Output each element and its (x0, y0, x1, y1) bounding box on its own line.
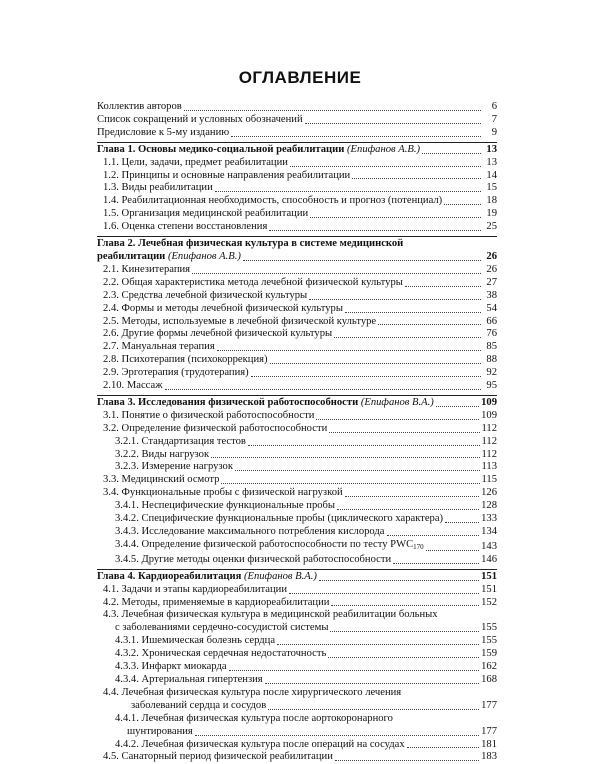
chapter-page: 151 (481, 570, 497, 582)
chapter-page: 26 (486, 250, 497, 262)
toc-chapter-2[interactable] (97, 251, 497, 264)
entry-title: 3.4.4. Определение физической работоспособности по тесту PWC (115, 538, 414, 550)
chapter-divider (97, 236, 497, 237)
entry-title: 3.4.2. Специфические функциональные пробы (циклического характера) (115, 513, 444, 525)
entry-page: 85 (486, 341, 497, 353)
chapter-author: (Епифанов В.А.) (360, 396, 434, 408)
toc-entry[interactable] (97, 700, 497, 713)
entry-page: 177 (481, 725, 497, 737)
entry-title: 2.3. Средства лечебной физической культуры (103, 289, 308, 301)
entry-title: 1.4. Реабилитационная необходимость, способность и прогноз (потенциал) (103, 195, 443, 207)
chapter-divider (97, 142, 497, 143)
toc-entry[interactable] (97, 208, 497, 221)
toc-entry[interactable] (97, 277, 497, 290)
toc-entry[interactable] (97, 449, 497, 462)
entry-page: 177 (481, 699, 497, 711)
entry-title: 2.8. Психотерапия (психокоррекция) (103, 354, 268, 366)
toc-entry[interactable] (97, 157, 497, 170)
entry-page: 155 (481, 622, 497, 634)
entry-title: 4.2. Методы, применяемые в кардиореабилитации (103, 596, 330, 608)
toc-entry[interactable] (97, 726, 497, 739)
entry-title: 4.5. Санаторный период физической реабилитации (103, 751, 333, 763)
entry-page: 152 (481, 596, 497, 608)
entry-title: с заболеваниями сердечно-сосудистой системы (115, 622, 329, 634)
entry-page: 168 (481, 673, 497, 685)
entry-title: 3.2.2. Виды нагрузок (115, 448, 210, 460)
toc-entry[interactable] (97, 500, 497, 513)
entry-page: 128 (481, 500, 497, 512)
entry-title: 2.6. Другие формы лечебной физической культуры (103, 328, 333, 340)
chapter-title-line: Глава 2. Лечебная физическая культура в системе медицинской (97, 238, 404, 250)
toc-entry[interactable] (97, 526, 497, 539)
entry-title: Список сокращений и условных обозначений (97, 113, 303, 125)
toc-entry[interactable] (97, 328, 497, 341)
entry-page: 54 (486, 302, 497, 314)
toc-entry[interactable] (97, 367, 497, 380)
entry-title: 2.4. Формы и методы лечебной физической культуры (103, 302, 343, 314)
toc-entry[interactable] (97, 674, 497, 687)
toc-entry[interactable] (97, 221, 497, 234)
entry-title: 3.1. Понятие о физической работоспособности (103, 409, 315, 421)
toc-entry[interactable] (97, 622, 497, 635)
entry-title: 4.3.3. Инфаркт миокарда (115, 661, 227, 673)
toc-entry[interactable] (97, 410, 497, 423)
entry-title: 3.4.3. Исследование максимального потребления кислорода (115, 526, 385, 537)
toc-entry[interactable] (97, 303, 497, 316)
entry-page: 27 (486, 276, 497, 288)
chapter-divider (97, 395, 497, 396)
toc-chapter-3[interactable] (97, 397, 497, 410)
toc-entry[interactable] (97, 170, 497, 183)
toc-entry[interactable] (97, 354, 497, 367)
toc-chapter-1[interactable] (97, 144, 497, 157)
entry-page: 19 (486, 208, 497, 220)
toc-entry[interactable] (97, 341, 497, 354)
entry-title: 1.6. Оценка степени восстановления (103, 221, 268, 233)
chapter-author: (Епифанов А.В.) (347, 143, 421, 155)
entry-page: 95 (486, 380, 497, 392)
entry-page: 126 (481, 487, 497, 499)
entry-page: 146 (481, 553, 497, 565)
toc-entry[interactable] (97, 539, 497, 554)
toc-entry[interactable] (97, 290, 497, 303)
entry-page: 159 (481, 648, 497, 660)
toc-entry[interactable] (97, 584, 497, 597)
toc-entry[interactable] (97, 751, 497, 764)
entry-page: 9 (491, 126, 497, 138)
entry-page: 162 (481, 661, 497, 673)
entry-title: 3.2. Определение физической работоспособности (103, 422, 328, 434)
toc-entry[interactable] (97, 195, 497, 208)
entry-page: 112 (481, 422, 497, 434)
entry-title: 4.3.4. Артериальная гипертензия (115, 673, 263, 685)
entry-title: 3.2.3. Измерение нагрузок (115, 461, 234, 473)
entry-page: 14 (486, 169, 497, 181)
entry-page: 26 (486, 263, 497, 275)
entry-page: 151 (481, 583, 497, 595)
entry-page: 15 (486, 182, 497, 194)
entry-page: 134 (481, 526, 497, 537)
entry-page: 112 (481, 435, 497, 447)
entry-page: 109 (481, 409, 497, 421)
toc-chapter-4[interactable] (97, 571, 497, 584)
entry-title: 4.3.2. Хроническая сердечная недостаточность (115, 648, 327, 660)
entry-page: 112 (481, 448, 497, 460)
entry-page: 155 (481, 635, 497, 647)
entry-title: 4.3.1. Ишемическая болезнь сердца (115, 635, 276, 647)
entry-title: 3.3. Медицинский осмотр (103, 474, 220, 486)
chapter-page: 109 (481, 396, 497, 408)
entry-title: Предисловие к 5-му изданию (97, 126, 230, 138)
chapter-title: реабилитации (97, 250, 166, 262)
entry-title: 2.2. Общая характеристика метода лечебной физической культуры (103, 276, 403, 288)
entry-page: 25 (486, 221, 497, 233)
chapter-author: (Епифанов А.В.) (167, 250, 241, 262)
entry-page: 18 (486, 195, 497, 207)
entry-page: 92 (486, 367, 497, 379)
toc-entry[interactable] (97, 661, 497, 674)
chapter-title: Глава 1. Основы медико-социальной реабилитации (97, 143, 345, 155)
entry-page: 13 (486, 156, 497, 168)
toc-entry[interactable] (97, 474, 497, 487)
entry-title: 2.5. Методы, используемые в лечебной физической культуре (103, 315, 377, 327)
entry-title: 1.1. Цели, задачи, предмет реабилитации (103, 156, 288, 168)
toc-entry[interactable] (97, 597, 497, 610)
toc-entry-authors[interactable] (97, 101, 497, 114)
entry-page: 113 (481, 461, 497, 473)
entry-title: 4.1. Задачи и этапы кардиореабилитации (103, 583, 287, 595)
entry-title: 2.7. Мануальная терапия (103, 341, 215, 353)
entry-title: шунтирования (127, 725, 193, 737)
table-of-contents (97, 101, 497, 764)
entry-subscript: 170 (413, 542, 424, 551)
toc-entry[interactable] (97, 487, 497, 500)
toc-entry[interactable] (97, 513, 497, 526)
toc-entry-abbreviations[interactable] (97, 114, 497, 127)
entry-title: 2.1. Кинезитерапия (103, 263, 191, 275)
entry-page: 76 (486, 328, 497, 340)
toc-entry-preface[interactable] (97, 127, 497, 140)
entry-title-line: 4.4.1. Лечебная физическая культура после аортокоронарного (115, 712, 393, 724)
entry-page: 181 (481, 738, 497, 750)
entry-page: 143 (481, 540, 497, 552)
entry-title: 1.5. Организация медицинской реабилитации (103, 208, 309, 220)
entry-page: 38 (486, 289, 497, 301)
toc-entry[interactable] (97, 648, 497, 661)
toc-entry[interactable] (97, 182, 497, 195)
entry-title: Коллектив авторов (97, 101, 182, 112)
toc-entry[interactable] (97, 554, 497, 567)
entry-page: 66 (486, 315, 497, 327)
entry-title: 1.2. Принципы и основные направления реабилитации (103, 169, 351, 181)
entry-page: 88 (486, 354, 497, 366)
entry-page: 6 (491, 101, 497, 112)
toc-entry[interactable] (97, 635, 497, 648)
entry-title-line: 4.4. Лечебная физическая культура после хирургического лечения (103, 686, 402, 698)
entry-title: 3.4.5. Другие методы оценки физической работоспособности (115, 553, 392, 565)
chapter-divider (97, 569, 497, 570)
entry-title-line: 4.3. Лечебная физическая культура в медицинской реабилитации больных (103, 609, 438, 621)
entry-title: 4.4.2. Лечебная физическая культура после операций на сосудах (115, 738, 405, 750)
entry-page: 133 (481, 513, 497, 525)
entry-title: 3.4.1. Неспецифические функциональные пробы (115, 500, 336, 512)
toc-entry[interactable] (97, 380, 497, 393)
entry-page: 115 (481, 474, 497, 486)
entry-title: 1.3. Виды реабилитации (103, 182, 213, 194)
entry-page: 7 (491, 113, 497, 125)
entry-title: 3.2.1. Стандартизация тестов (115, 435, 246, 447)
toc-entry[interactable] (97, 436, 497, 449)
chapter-page: 13 (486, 143, 497, 155)
toc-entry[interactable] (97, 461, 497, 474)
page-title: ОГЛАВЛЕНИЕ (238, 68, 362, 87)
chapter-title: Глава 4. Кардиореабилитация (97, 570, 242, 582)
toc-entry[interactable] (97, 423, 497, 436)
toc-entry[interactable] (97, 316, 497, 329)
entry-page: 183 (481, 751, 497, 763)
entry-title: 2.9. Эрготерапия (трудотерапия) (103, 367, 249, 379)
entry-title: 2.10. Массаж (103, 380, 163, 392)
chapter-author: (Епифанов В.А.) (243, 570, 317, 582)
entry-title: 3.4. Функциональные пробы с физической нагрузкой (103, 487, 343, 499)
chapter-title: Глава 3. Исследования физической работоспособности (97, 396, 359, 408)
entry-title: заболеваний сердца и сосудов (131, 699, 267, 711)
toc-entry[interactable] (97, 264, 497, 277)
toc-entry[interactable] (97, 739, 497, 752)
